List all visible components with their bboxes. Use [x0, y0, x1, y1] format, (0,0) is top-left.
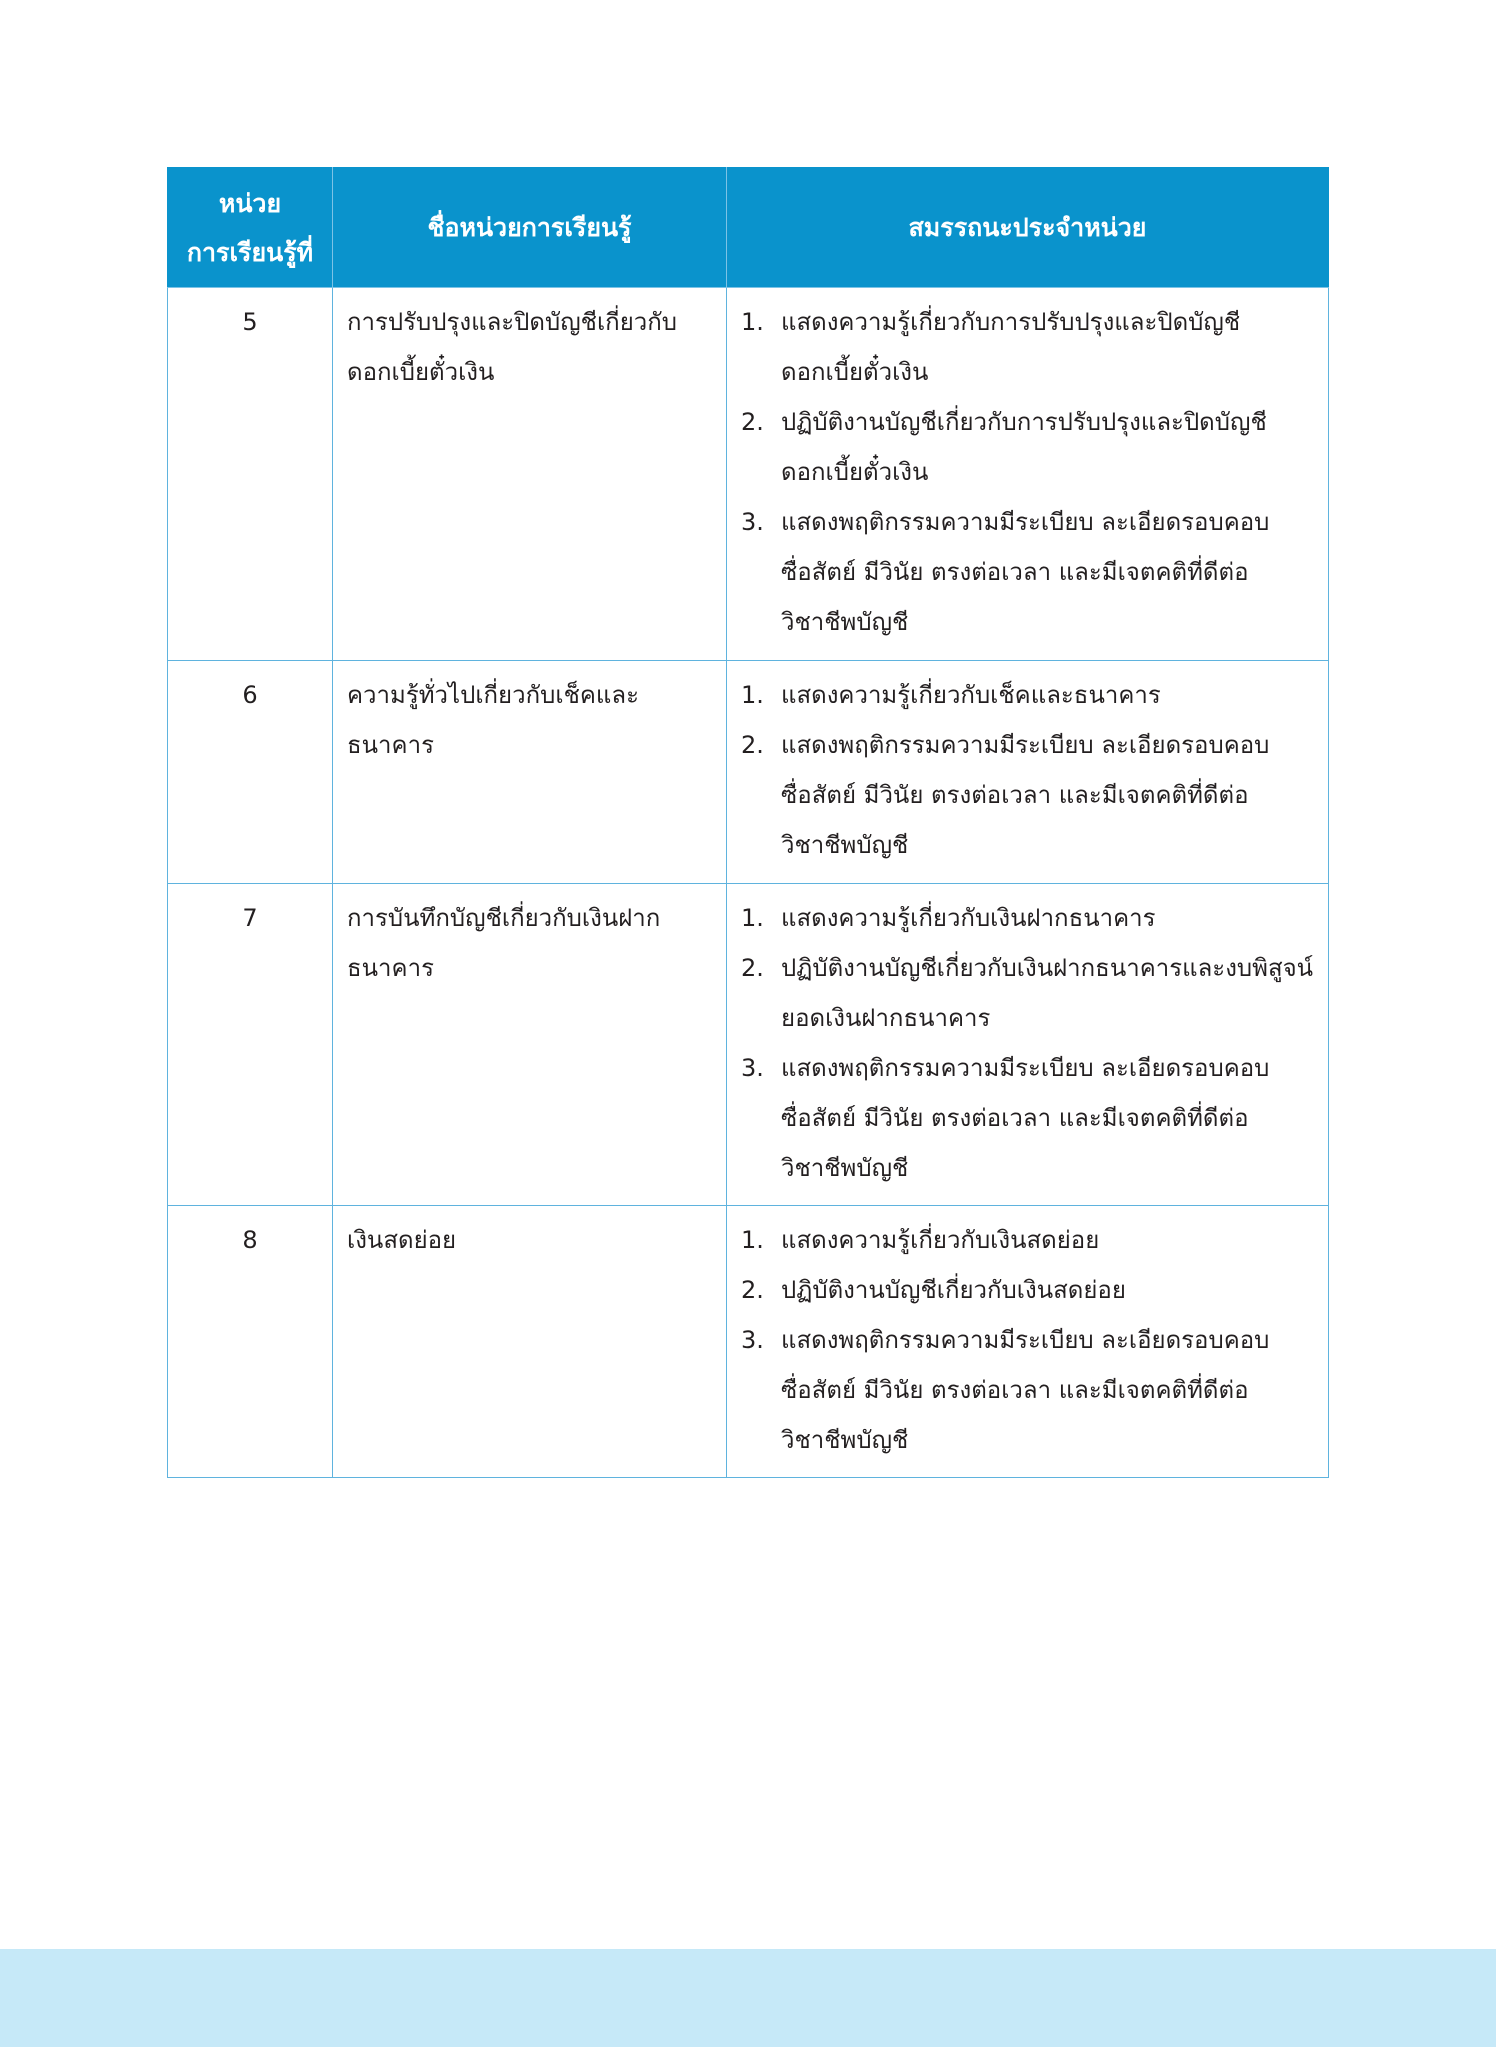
competency-text: แสดงความรู้เกี่ยวกับการปรับปรุงและปิดบัญชีดอกเบี้ยตั๋วเงิน [781, 308, 1241, 386]
competency-text: แสดงพฤติกรรมความมีระเบียบ ละเอียดรอบคอบ ซื่อสัตย์ มีวินัย ตรงต่อเวลา และมีเจตคติที่ดีต่อวิชาชีพบัญชี [781, 1326, 1270, 1454]
competency-index: 1. [741, 1226, 764, 1254]
competency-text: แสดงความรู้เกี่ยวกับเช็คและธนาคาร [781, 681, 1161, 709]
competency-item [741, 943, 1314, 1043]
competency-index: 2. [741, 954, 764, 982]
competency-item [741, 1215, 1314, 1265]
competency-text: ปฏิบัติงานบัญชีเกี่ยวกับการปรับปรุงและปิดบัญชีดอกเบี้ยตั๋วเงิน [781, 408, 1267, 486]
competency-index: 1. [741, 904, 764, 932]
competency-list [741, 670, 1314, 870]
competency-item [741, 670, 1314, 720]
table-row [168, 288, 1329, 661]
competency-text: แสดงพฤติกรรมความมีระเบียบ ละเอียดรอบคอบ ซื่อสัตย์ มีวินัย ตรงต่อเวลา และมีเจตคติที่ดีต่อวิชาชีพบัญชี [781, 1054, 1270, 1182]
competency-index: 3. [741, 1054, 764, 1082]
competency-list [741, 1215, 1314, 1465]
header-unit-name: ชื่อหน่วยการเรียนรู้ [333, 168, 727, 288]
competency-index: 2. [741, 408, 764, 436]
competency-cell [727, 884, 1329, 1206]
competency-list [741, 297, 1314, 647]
competency-item [741, 1043, 1314, 1193]
competency-index: 2. [741, 1276, 764, 1304]
competency-text: แสดงความรู้เกี่ยวกับเงินสดย่อย [781, 1226, 1100, 1254]
competency-text: แสดงความรู้เกี่ยวกับเงินฝากธนาคาร [781, 904, 1156, 932]
competency-item [741, 1315, 1314, 1465]
competency-list [741, 893, 1314, 1193]
unit-name-cell: การบันทึกบัญชีเกี่ยวกับเงินฝากธนาคาร [333, 884, 727, 1206]
table-row [168, 1206, 1329, 1478]
competency-text: ปฏิบัติงานบัญชีเกี่ยวกับเงินฝากธนาคารและงบพิสูจน์ยอดเงินฝากธนาคาร [781, 954, 1314, 1032]
unit-number-cell: 6 [168, 661, 333, 884]
competency-text: แสดงพฤติกรรมความมีระเบียบ ละเอียดรอบคอบ ซื่อสัตย์ มีวินัย ตรงต่อเวลา และมีเจตคติที่ดีต่อวิชาชีพบัญชี [781, 508, 1270, 636]
competency-cell [727, 661, 1329, 884]
competency-index: 1. [741, 681, 764, 709]
competency-text: ปฏิบัติงานบัญชีเกี่ยวกับเงินสดย่อย [781, 1276, 1126, 1304]
competency-index: 2. [741, 731, 764, 759]
footer-band [0, 1949, 1496, 2047]
learning-units-table [167, 167, 1329, 1478]
competency-item [741, 720, 1314, 870]
unit-number-cell: 8 [168, 1206, 333, 1478]
unit-name-cell: ความรู้ทั่วไปเกี่ยวกับเช็คและธนาคาร [333, 661, 727, 884]
unit-name-cell: การปรับปรุงและปิดบัญชีเกี่ยวกับดอกเบี้ยตั๋วเงิน [333, 288, 727, 661]
header-unit-no: หน่วย การเรียนรู้ที่ [168, 168, 333, 288]
competency-cell [727, 1206, 1329, 1478]
table-row [168, 661, 1329, 884]
competency-index: 3. [741, 1326, 764, 1354]
competency-text: แสดงพฤติกรรมความมีระเบียบ ละเอียดรอบคอบ ซื่อสัตย์ มีวินัย ตรงต่อเวลา และมีเจตคติที่ดีต่อวิชาชีพบัญชี [781, 731, 1270, 859]
table-header [168, 168, 1329, 288]
unit-name-cell: เงินสดย่อย [333, 1206, 727, 1478]
competency-item [741, 893, 1314, 943]
competency-item [741, 1265, 1314, 1315]
competency-item [741, 297, 1314, 397]
competency-item [741, 397, 1314, 497]
competency-item [741, 497, 1314, 647]
header-competency: สมรรถนะประจำหน่วย [727, 168, 1329, 288]
competency-index: 3. [741, 508, 764, 536]
unit-number-cell: 7 [168, 884, 333, 1206]
table-row [168, 884, 1329, 1206]
header-row [168, 168, 1329, 288]
competency-index: 1. [741, 308, 764, 336]
unit-number-cell: 5 [168, 288, 333, 661]
table-body [168, 288, 1329, 1478]
competency-cell [727, 288, 1329, 661]
